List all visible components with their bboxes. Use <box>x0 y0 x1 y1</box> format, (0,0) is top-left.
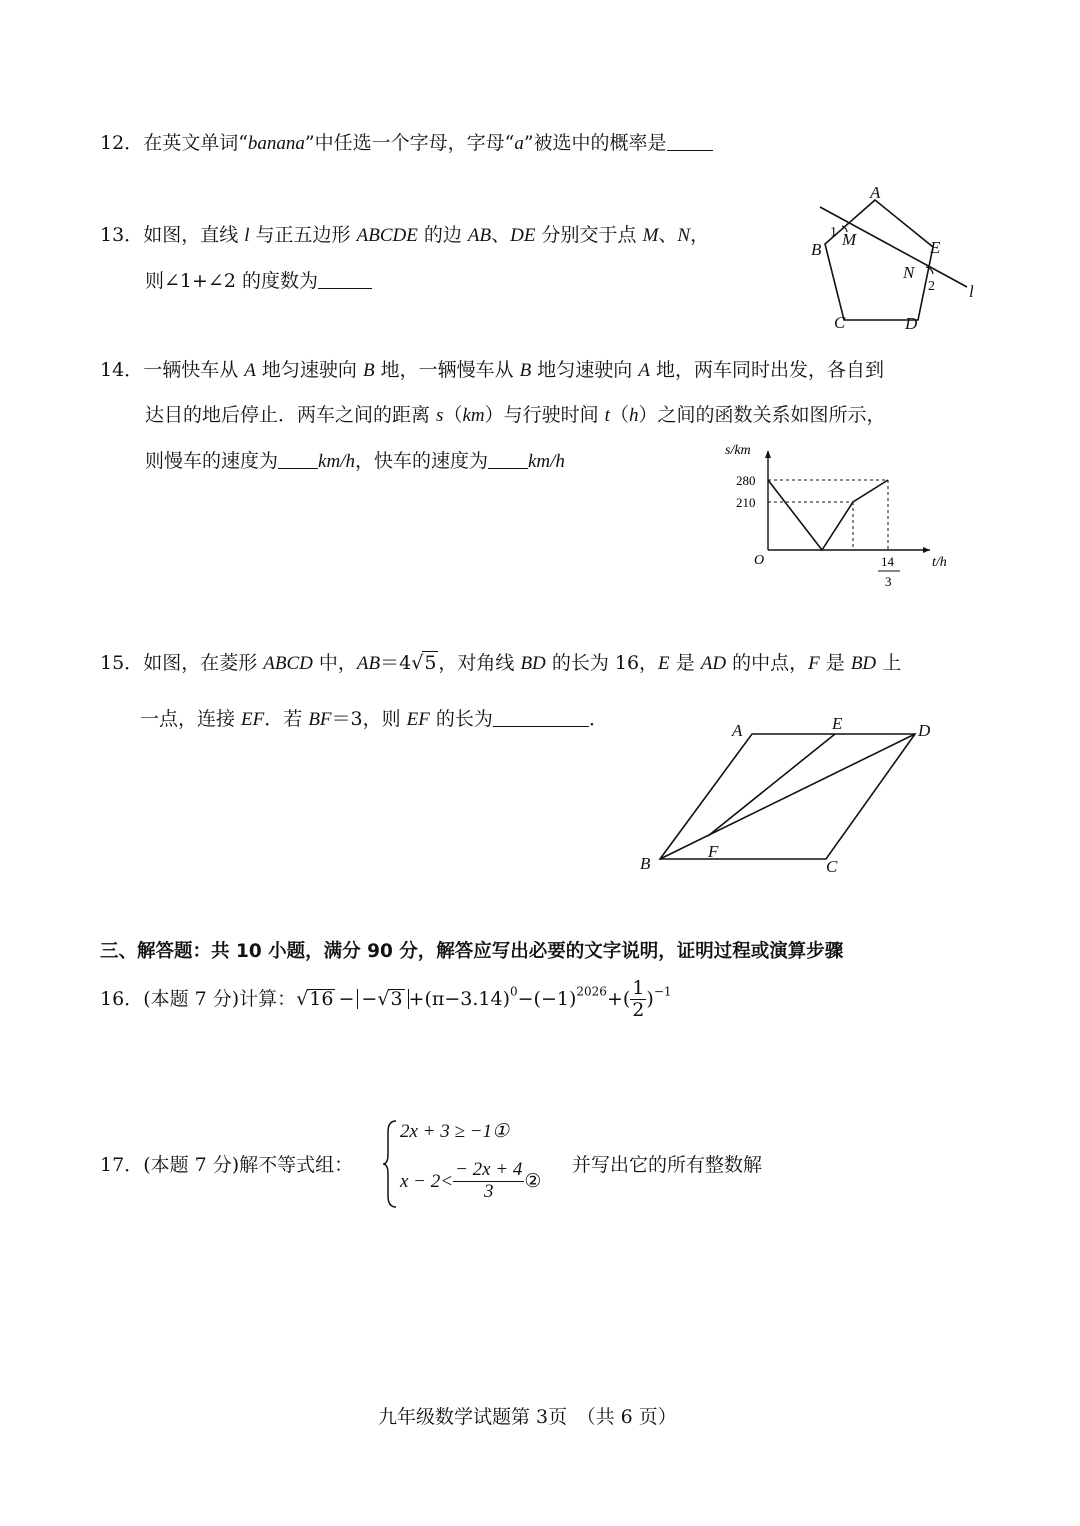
distance-time-graph <box>720 440 950 592</box>
fraction-one-half: $\frac{1}{2}$ <box>632 977 645 1021</box>
pentagon-figure <box>795 182 985 337</box>
label-e: E <box>832 714 843 733</box>
label-d: D <box>918 721 931 740</box>
y-tick-280: 280 <box>736 473 756 488</box>
question-14-line-1: 14．一辆快车从 A 地匀速驶向 B 地，一辆慢车从 B 地匀速驶向 A 地，两车同时出发，各自到 <box>100 359 884 381</box>
inequality-1: 2x + 3 ≥ −1① <box>400 1121 510 1142</box>
sqrt-sign: √ <box>411 652 424 674</box>
answer-blank <box>667 131 713 151</box>
left-brace <box>383 1121 396 1207</box>
x-tick-denominator: 3 <box>885 574 892 589</box>
question-13-line-1: 13．如图，直线 l 与正五边形 ABCDE 的边 AB、DE 分别交于点 M、N， <box>100 224 710 246</box>
y-axis-label: s/km <box>725 443 751 458</box>
question-14-line-3: 则慢车的速度为 km/h，快车的速度为 km/h <box>145 450 565 472</box>
question-13-line-2: 则∠1+∠2 的度数为 <box>145 266 372 293</box>
label-c: C <box>834 313 846 332</box>
rhombus-figure <box>630 712 950 882</box>
label-2: 2 <box>928 279 935 294</box>
label-m: M <box>842 230 857 249</box>
page-footer: 九年级数学试题第 3页 （共 6 页） <box>378 1406 677 1428</box>
label-a: A <box>870 183 881 202</box>
y-tick-210: 210 <box>736 495 756 510</box>
system-brace <box>382 1118 398 1210</box>
origin-label: O <box>754 553 765 568</box>
question-16: 16．(本题 7 分)计算：$√16 - -√3 +(\pi-3.14)^0-(-1)^{2026}+$( $\frac{1}{2}$ )$^{-1}$ <box>100 977 672 1021</box>
label-e: E <box>930 238 941 257</box>
question-12: 12．在英文单词“banana”中任选一个字母，字母“a”被选中的概率是 <box>100 128 713 155</box>
question-14-line-2: 达目的地后停止．两车之间的距离 s（km）与行驶时间 t（h）之间的函数关系如图所示， <box>145 404 886 426</box>
label-c: C <box>826 857 838 876</box>
q12-number: 12． <box>100 132 144 154</box>
x-axis-label: t/h <box>932 555 947 570</box>
label-f: F <box>708 842 719 861</box>
label-b: B <box>640 854 651 873</box>
label-n: N <box>903 263 915 282</box>
question-15-line-2: 一点，连接 EF．若 BF＝3，则 EF 的长为 ． <box>140 708 608 730</box>
x-axis-arrow <box>923 547 930 553</box>
distance-line <box>768 480 888 550</box>
answer-blank <box>493 707 589 727</box>
inequality-2: x − 2< $\frac{- 2x + 4}{3}$ ② <box>400 1159 542 1202</box>
answer-blank <box>318 269 372 289</box>
answer-blank-fast-speed <box>488 449 528 469</box>
question-17-suffix: 并写出它的所有整数解 <box>572 1154 763 1176</box>
question-17-label: 17．(本题 7 分)解不等式组： <box>100 1154 354 1176</box>
inequality-2-fraction: $\frac{- 2x + 4}{3}$ <box>455 1159 523 1202</box>
label-a: A <box>732 721 743 740</box>
label-b: B <box>811 240 822 259</box>
y-axis-arrow <box>765 450 771 458</box>
label-l: l <box>969 282 974 301</box>
segment-ef <box>708 734 835 836</box>
sqrt-sign: √ <box>296 987 309 1010</box>
label-d: D <box>905 314 918 333</box>
absolute-value: −√3 <box>357 989 408 1009</box>
diagonal-bd <box>660 734 915 859</box>
label-1: 1 <box>830 225 837 240</box>
answer-blank-slow-speed <box>278 449 318 469</box>
x-tick-numerator: 14 <box>881 554 894 569</box>
question-15-line-1: 15．如图，在菱形 ABCD 中，AB＝4√5 ，对角线 BD 的长为 16，E 是 AD 的中点，F 是 BD 上 <box>100 652 902 674</box>
section-3-title: 三、解答题：共 10 小题，满分 90 分，解答应写出必要的文字说明，证明过程或演算步骤 <box>100 941 844 962</box>
